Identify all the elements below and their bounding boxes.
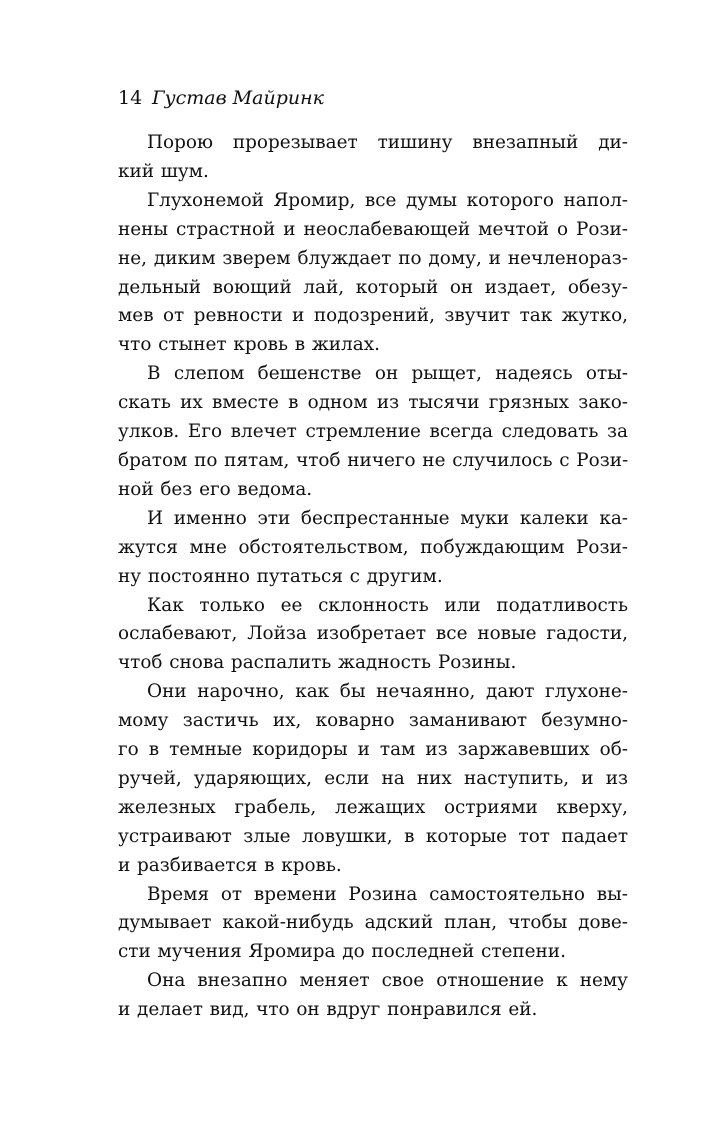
text-line: дельный воющий лай, который он издает, обезу- <box>118 276 628 298</box>
text-line: мев от ревности и подозрений, звучит так жутко, <box>118 305 628 327</box>
running-head <box>118 86 628 110</box>
text-line: Порою прорезывает тишину внезапный ди- <box>147 132 628 153</box>
text-line: думывает какой-нибудь адский план, чтобы дове- <box>118 912 628 934</box>
text-line: И именно эти беспрестанные муки калеки ка- <box>147 507 628 529</box>
text-line: нены страстной и неослабевающей мечтой о Рози- <box>118 218 628 240</box>
paragraph <box>118 360 628 505</box>
text-line: Глухонемой Яромир, все думы которого напол- <box>147 189 628 211</box>
text-line: улков. Его влечет стремление всегда следовать за <box>118 421 628 443</box>
text-line: чтоб снова распалить жадность Розины. <box>118 652 517 674</box>
paragraph <box>118 967 628 1025</box>
text-line: сти мучения Яромира до последней степени. <box>118 941 566 963</box>
paragraph <box>118 187 628 360</box>
text-line: не, диким зверем блуждает по дому, и нечленораз- <box>118 247 628 269</box>
book-author: Густав Майринк <box>152 87 324 109</box>
text-line: мому застичь их, коварно заманивают безумно- <box>118 710 628 732</box>
text-line: братом по пятам, чтоб ничего не случилось с Рози- <box>118 449 629 471</box>
text-line: Она внезапно меняет свое отношение к нему <box>147 970 628 992</box>
text-line: Время от времени Розина самостоятельно вы- <box>147 883 628 905</box>
page-number: 14 <box>118 87 143 109</box>
paragraph <box>118 592 628 679</box>
paragraph <box>118 505 628 592</box>
text-line: устраивают злые ловушки, в которые тот падает <box>118 825 628 847</box>
text-line: ной без его ведома. <box>118 478 313 500</box>
paragraph <box>118 129 628 187</box>
body-text <box>118 129 628 1025</box>
text-line: и делает вид, что он вдруг понравился ей. <box>118 999 538 1021</box>
text-line: ослабевают, Лойза изобретает все новые гадости, <box>118 623 628 645</box>
text-line: что стынет кровь в жилах. <box>118 334 380 356</box>
text-line: Как только ее склонность или податливость <box>147 594 628 616</box>
text-line: ну постоянно путаться с другим. <box>118 565 443 587</box>
book-page <box>118 86 628 1025</box>
text-line: ручей, ударяющих, если на них наступить, и из <box>118 767 628 789</box>
paragraph <box>118 678 628 880</box>
text-line: железных грабель, лежащих остриями кверху, <box>118 796 628 818</box>
text-line: и разбивается в кровь. <box>118 854 342 876</box>
text-line: кий шум. <box>118 160 209 182</box>
text-line: жутся мне обстоятельством, побуждающим Рози- <box>118 536 628 558</box>
text-line: Они нарочно, как бы нечаянно, дают глухоне- <box>147 681 628 703</box>
paragraph <box>118 881 628 968</box>
text-line: В слепом бешенстве он рыщет, надеясь оты- <box>147 363 628 385</box>
text-line: го в темные коридоры и там из заржавевших об- <box>118 739 628 761</box>
text-line: скать их вместе в одном из тысячи грязных зако- <box>118 392 628 414</box>
